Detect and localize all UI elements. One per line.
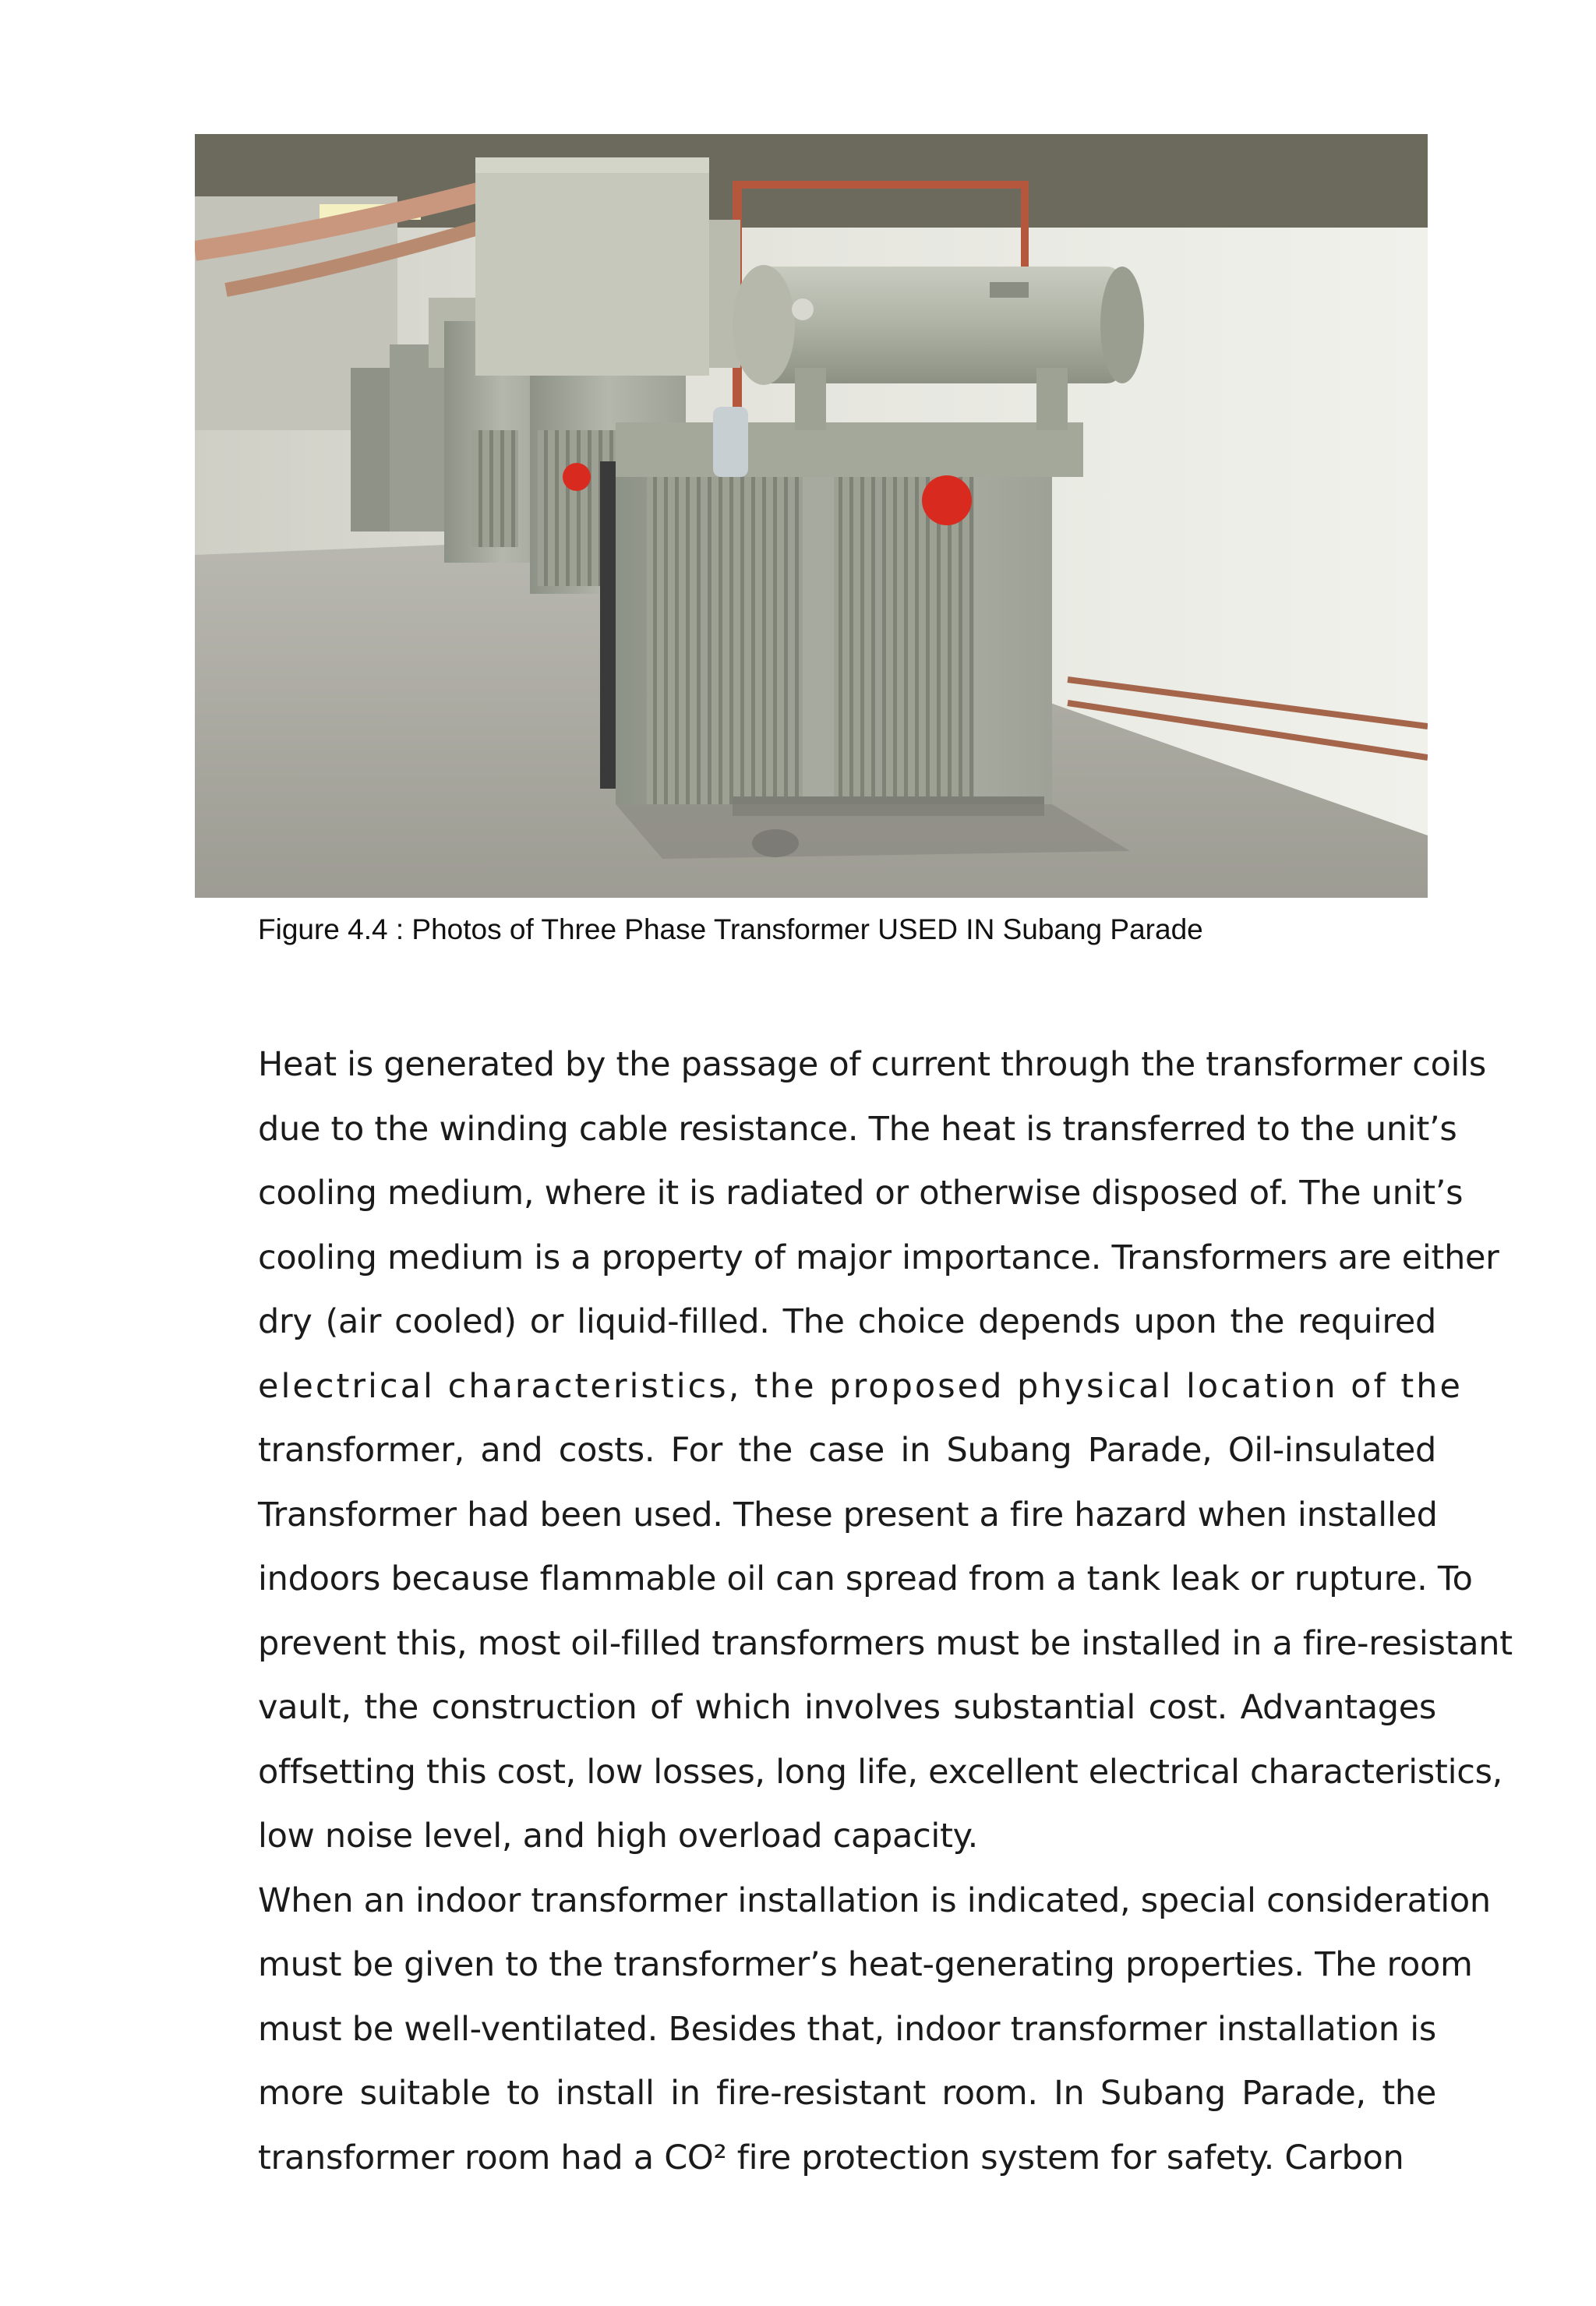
text-line: due to the winding cable resistance. The heat is transferred to the unit’s — [258, 1109, 1457, 1149]
text-line: must be well-ventilated. Besides that, indoor transformer installation is — [258, 2009, 1436, 2049]
transformer-photo — [195, 134, 1428, 898]
text-line: cooling medium, where it is radiated or otherwise disposed of. The unit’s — [258, 1174, 1464, 1213]
transformer-photo-illustration — [195, 134, 1428, 898]
paragraph-2 — [258, 1869, 1491, 2191]
text-line: indoors because flammable oil can spread from a tank leak or rupture. To — [258, 1559, 1473, 1598]
text-line: transformer room had a CO² fire protection system for safety. Carbon — [258, 2138, 1404, 2177]
text-line: prevent this, most oil-filled transformers must be installed in a fire-resistant — [258, 1623, 1513, 1663]
text-line: vault, the construction of which involves substantial cost. Advantages — [258, 1688, 1436, 1727]
text-line: When an indoor transformer installation is indicated, special consideration — [258, 1880, 1491, 1920]
text-line: dry (air cooled) or liquid-filled. The choice depends upon the required — [258, 1302, 1436, 1341]
text-line: Heat is generated by the passage of current through the transformer coils — [258, 1045, 1487, 1084]
text-line: low noise level, and high overload capacity. — [258, 1817, 979, 1856]
text-line: electrical characteristics, the proposed physical location of the — [258, 1366, 1463, 1406]
text-line: offsetting this cost, low losses, long life, excellent electrical characteristics, — [258, 1752, 1503, 1792]
figure-caption: Figure 4.4 : Photos of Three Phase Transformer USED IN Subang Parade — [258, 913, 1203, 945]
paragraph-1 — [258, 1033, 1513, 1869]
text-line: Transformer had been used. These present a fire hazard when installed — [258, 1495, 1438, 1534]
text-line: cooling medium is a property of major importance. Transformers are either — [258, 1238, 1499, 1277]
text-line: more suitable to install in fire-resistant room. In Subang Parade, the — [258, 2074, 1436, 2113]
text-line: transformer, and costs. For the case in Subang Parade, Oil-insulated — [258, 1431, 1436, 1470]
body-text — [258, 1033, 1513, 2190]
text-line: must be given to the transformer’s heat-generating properties. The room — [258, 1945, 1473, 1984]
